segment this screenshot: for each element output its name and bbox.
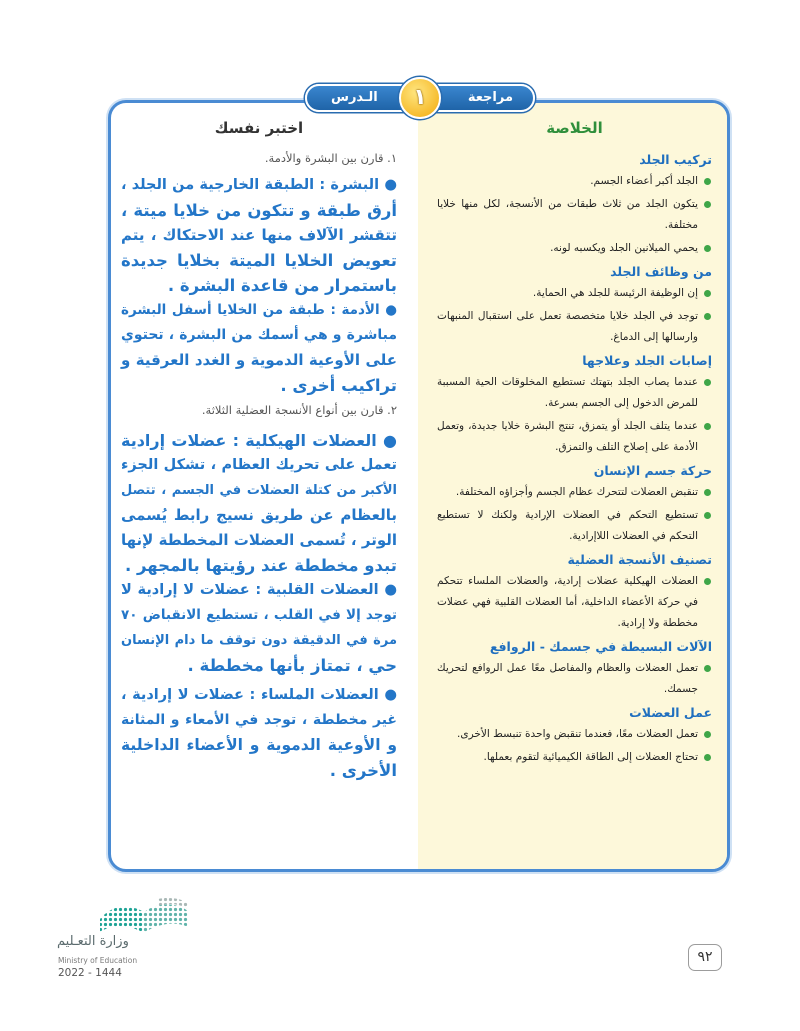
lesson-review-panel (108, 100, 730, 872)
answer-line: تتقشر الآلاف منها عند الاحتكاك ، يتم (121, 226, 397, 244)
answer-line: غير مخططة ، توجد في الأمعاء و المثانة (121, 712, 397, 728)
answer-line: الوتر ، تُسمى العضلات المخططة لإنها (121, 531, 397, 549)
section-heading: حركة جسم الإنسان (593, 463, 712, 478)
ministry-logo-icon (98, 897, 190, 935)
summary-point: يحمي الميلانين الجلد ويكسبه لونه. (437, 238, 712, 259)
summary-point: يتكون الجلد من ثلاث طبقات من الأنسجة، لكل منها خلايا مختلفة. (437, 194, 712, 236)
self-test-column (111, 103, 418, 869)
edition-year: 2022 - 1444 (58, 967, 122, 979)
answer-block (121, 683, 397, 783)
answer-line: و الأوعية الدموية و الأعضاء الداخلية (121, 736, 397, 754)
answer-block (121, 578, 397, 678)
section-heading: تركيب الجلد (639, 152, 712, 167)
lesson-number: ١ (413, 85, 427, 110)
summary-point: الجلد أكبر أعضاء الجسم. (437, 171, 712, 192)
answer-line: بالعظام عن طريق نسيج رابط يُسمى (121, 506, 397, 524)
answer-line: أرق طبقة و تتكون من خلايا ميتة ، (121, 201, 397, 220)
answer-line: تراكيب أخرى . (280, 376, 397, 395)
page-number: ٩٢ (688, 944, 722, 971)
answer-line: ● العضلات الهيكلية : عضلات إرادية (121, 431, 397, 450)
answer-line: ● الأدمة : طبقة من الخلايا أسفل البشرة (121, 302, 397, 318)
ministry-name-arabic: وزارة التعـليم (57, 934, 129, 949)
ministry-logo-dots (98, 897, 190, 935)
summary-point: عندما يصاب الجلد بتهتك تستطيع المخلوقات الحية المسببة للمرض الدخول إلى الجسم بسرعة. (437, 372, 712, 414)
answer-line: تبدو مخططة عند رؤيتها بالمجهر . (125, 556, 397, 575)
answer-block (121, 173, 397, 298)
ministry-name-english: Ministry of Education (58, 956, 138, 965)
answer-line: الأخرى . (329, 761, 397, 780)
lesson-label: الـدرس (331, 90, 378, 105)
summary-point: تعمل العضلات والعظام والمفاصل معًا عمل الروافع لتحريك جسمك. (437, 658, 712, 700)
answer-line: حي ، تمتاز بأنها مخططة . (187, 656, 397, 675)
answer-line: ● البشرة : الطبقة الخارجية من الجلد ، (121, 177, 397, 193)
section-heading: إصابات الجلد وعلاجها (582, 353, 712, 368)
summary-title: الخلاصة (546, 119, 603, 137)
answer-line: مرة في الدقيقة دون توقف ما دام الإنسان (121, 633, 397, 648)
answer-line: الأكبر من كتلة العضلات في الجسم ، تتصل (121, 483, 397, 498)
summary-point: تعمل العضلات معًا، فعندما تنقبض واحدة تنبسط الأخرى. (437, 724, 712, 745)
answer-line: ● العضلات الملساء : عضلات لا إرادية ، (121, 687, 397, 703)
answer-block (121, 298, 397, 398)
summary-point: تستطيع التحكم في العضلات الإرادية ولكنك لا تستطيع التحكم في العضلات اللاإرادية. (437, 505, 712, 547)
self-test-title: اختبر نفسك (214, 119, 304, 137)
section-heading: عمل العضلات (629, 705, 712, 720)
section-heading: من وظائف الجلد (610, 264, 712, 279)
section-heading: الآلات البسيطة في جسمك - الروافع (489, 639, 712, 654)
question-prompt: ١. قارن بين البشرة والأدمة. (264, 151, 397, 165)
answer-line: تعويض الخلايا الميتة بخلايا جديدة (121, 251, 397, 270)
lesson-number-badge (399, 77, 441, 119)
summary-point: عندما يتلف الجلد أو يتمزق، تنتج البشرة خلايا جديدة، وتعمل الأدمة على إصلاح التلف والتمزق. (437, 416, 712, 458)
section-heading: تصنيف الأنسجة العضلية (567, 552, 712, 567)
answer-line: ● العضلات القلبية : عضلات لا إرادية لا (121, 582, 397, 598)
summary-point: إن الوظيفة الرئيسة للجلد هي الحماية. (437, 283, 712, 304)
answer-block (121, 428, 397, 578)
answer-line: توجد إلا في القلب ، تستطيع الانقباض ٧٠ (121, 607, 397, 623)
summary-column (418, 103, 727, 869)
summary-point: توجد في الجلد خلايا متخصصة تعمل على استقبال المنبهات وارسالها إلى الدماغ. (437, 306, 712, 348)
answer-line: تعمل على تحريك العظام ، تشكل الجزء (121, 457, 397, 473)
summary-point: تنقبض العضلات لتتحرك عظام الجسم وأجزاؤه المختلفة. (437, 482, 712, 503)
answer-line: مباشرة و هي أسمك من البشرة ، تحتوي (121, 327, 397, 343)
summary-point: العضلات الهيكلية عضلات إرادية، والعضلات الملساء تتحكم في حركة الأعضاء الداخلية، أما العضلات القلبية فهي عضلات مخططة ولا إرادية. (437, 571, 712, 634)
question-prompt: ٢. قارن بين أنواع الأنسجة العضلية الثلاثة. (201, 403, 397, 417)
summary-point: تحتاج العضلات إلى الطاقة الكيميائية لتقوم بعملها. (437, 747, 712, 768)
answer-line: على الأوعية الدموية و الغدد العرقية و (121, 351, 397, 369)
review-label: مراجعة (467, 90, 513, 105)
answer-line: باستمرار من قاعدة البشرة . (167, 276, 397, 295)
